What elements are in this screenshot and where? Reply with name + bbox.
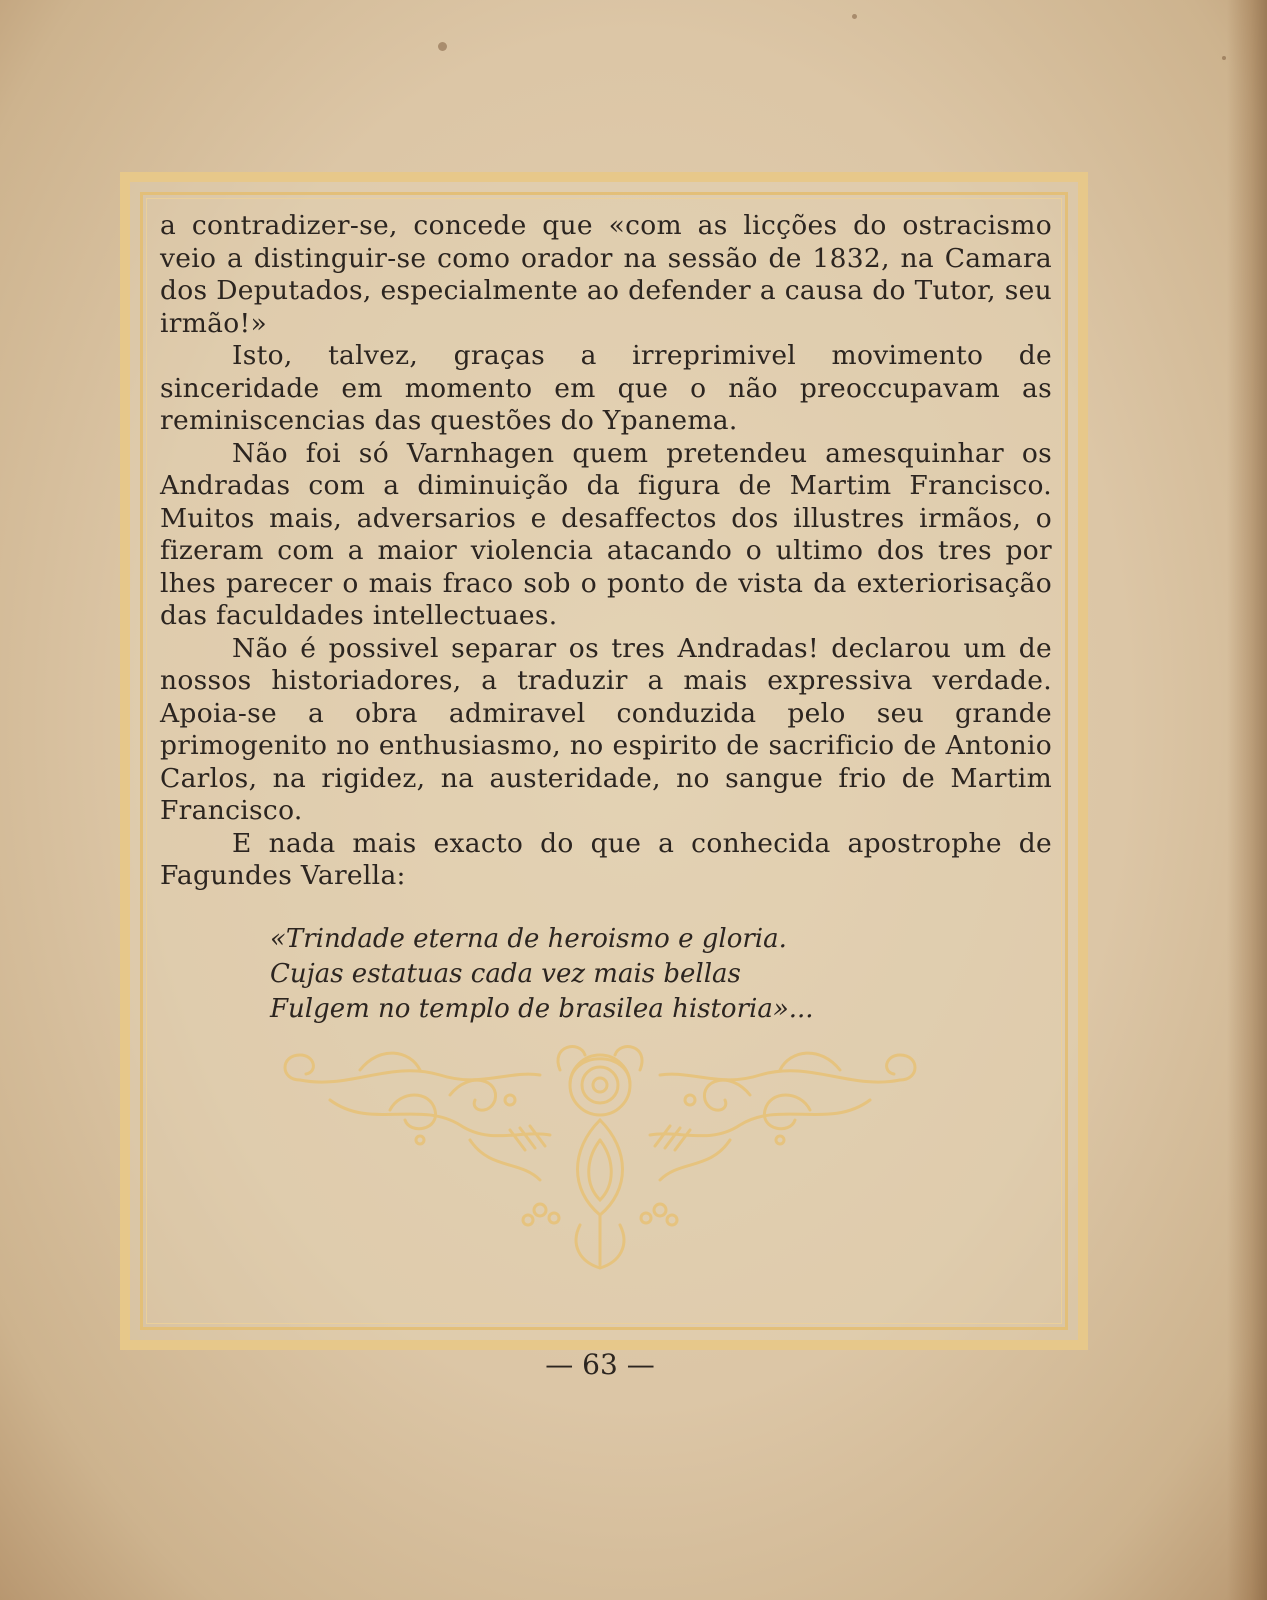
verse-quote <box>270 922 814 1027</box>
paragraph: Não foi só Varnhagen quem pretendeu amesquinhar os Andradas com a diminuição da figura de Martim Francisco. Muitos mais, adversarios e desaffectos dos illustres irmãos, o fizeram com a maior violencia atacando o ultimo dos tres por lhes parecer o mais fraco sob o ponto de vista da exteriorisação das faculdades intellectuaes. <box>160 437 1052 631</box>
page-edge-shadow <box>1227 0 1267 1600</box>
paragraph: Não é possivel separar os tres Andradas! declarou um de nossos historiadores, a traduzir a mais expressiva verdade. Apoia-se a obra admiravel conduzida pelo seu grande primogenito no enthusiasmo, no espirito de sacrificio de Antonio Carlos, na rigidez, na austeridade, no sangue frio de Martim Francisco. <box>160 632 1052 826</box>
verse-line: «Trindade eterna de heroismo e gloria. <box>270 924 787 954</box>
foxing-spot <box>1222 56 1226 60</box>
page-number: — 63 — <box>545 1348 655 1381</box>
paragraph: E nada mais exacto do que a conhecida apostrophe de Fagundes Varella: <box>160 827 1052 891</box>
verse-line: Cujas estatuas cada vez mais bellas <box>270 959 741 989</box>
foxing-spot <box>852 14 857 19</box>
floral-vignette-icon <box>270 1040 930 1280</box>
verse-line: Fulgem no templo de brasilea historia»... <box>270 994 814 1024</box>
foxing-spot <box>438 42 447 51</box>
body-text <box>160 210 1052 893</box>
paragraph: Isto, talvez, graças a irreprimivel movimento de sinceridade em momento em que o não preoccupavam as reminiscencias das questões do Ypanema. <box>160 340 1052 436</box>
paragraph: a contradizer-se, concede que «com as licções do ostracismo veio a distinguir-se como orador na sessão de 1832, na Camara dos Deputados, especialmente ao defender a causa do Tutor, seu irmão!» <box>160 210 1052 339</box>
